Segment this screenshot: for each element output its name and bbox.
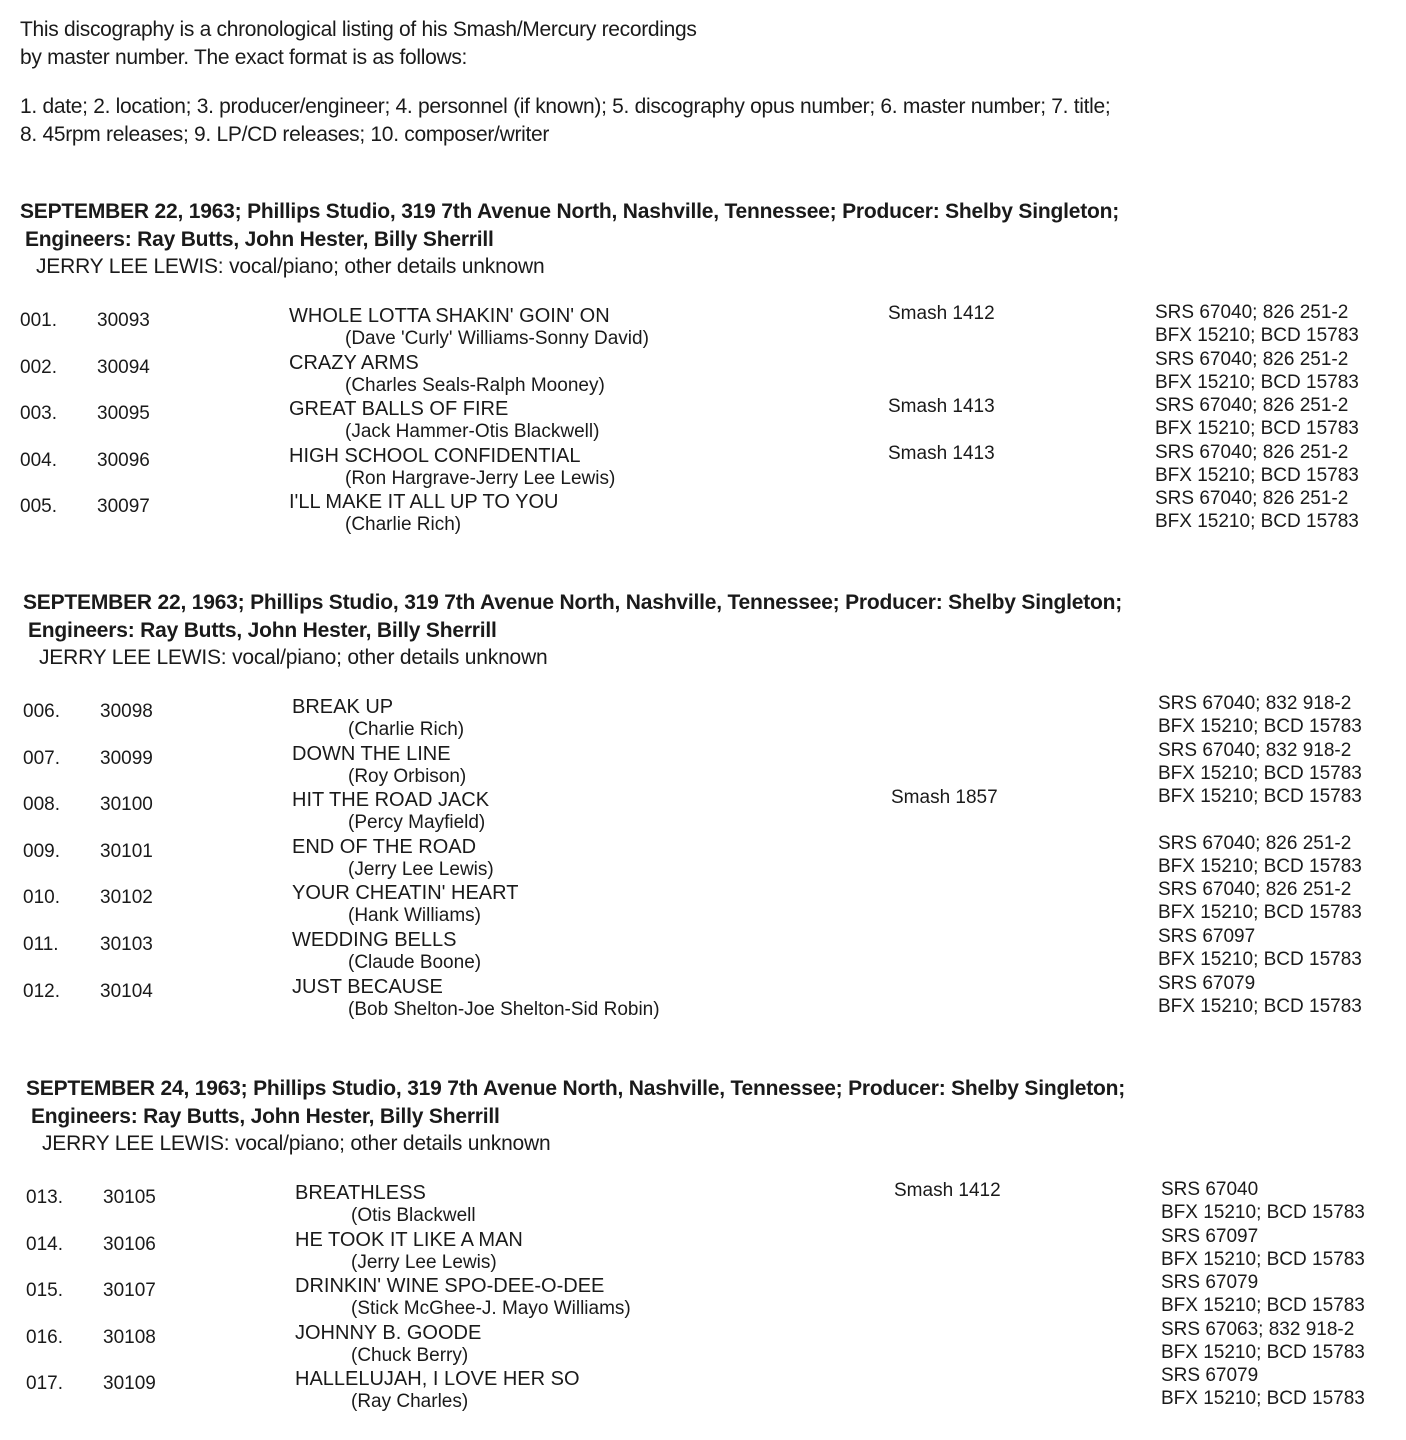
track-composer: (Ray Charles) <box>351 1391 469 1413</box>
track-composer: (Dave 'Curly' Williams-Sonny David) <box>345 328 649 349</box>
session-block <box>26 1075 1401 1412</box>
master-number: 30102 <box>100 887 153 909</box>
lp-cd-release: BFX 15210; BCD 15783 <box>1155 325 1359 346</box>
single-release: Smash 1413 <box>888 442 995 464</box>
lp-cd-release: BFX 15210; BCD 15783 <box>1155 511 1359 533</box>
session-personnel: JERRY LEE LEWIS: vocal/piano; other details unknown <box>42 1132 551 1155</box>
lp-cd-release: BFX 15210; BCD 15783 <box>1155 371 1359 393</box>
lp-cd-release: SRS 67040; 832 918-2 <box>1158 693 1352 714</box>
lp-cd-release: SRS 67040 <box>1161 1179 1259 1200</box>
single-release: Smash 1412 <box>894 1180 1001 1201</box>
track-composer: (Claude Boone) <box>348 951 482 973</box>
opus-number: 015. <box>26 1280 63 1302</box>
master-number: 30097 <box>97 496 150 518</box>
track-row <box>23 786 1398 833</box>
track-row <box>26 1179 1401 1226</box>
track-composer: (Charlie Rich) <box>345 514 462 536</box>
master-number: 30103 <box>100 933 153 955</box>
track-row <box>20 488 1395 535</box>
opus-number: 013. <box>26 1187 63 1208</box>
master-number: 30096 <box>97 449 150 471</box>
session-personnel: JERRY LEE LEWIS: vocal/piano; other details unknown <box>39 646 548 669</box>
lp-cd-release: BFX 15210; BCD 15783 <box>1158 948 1362 970</box>
master-number: 30094 <box>97 356 150 378</box>
track-title: END OF THE ROAD <box>292 835 477 858</box>
lp-cd-release: BFX 15210; BCD 15783 <box>1161 1388 1365 1410</box>
track-row <box>26 1226 1401 1273</box>
lp-cd-release: SRS 67063; 832 918-2 <box>1161 1318 1355 1340</box>
track-list <box>26 1179 1401 1412</box>
lp-cd-release: SRS 67040; 832 918-2 <box>1158 739 1352 761</box>
lp-cd-release: BFX 15210; BCD 15783 <box>1155 464 1359 486</box>
intro-line: by master number. The exact format is as follows: <box>20 46 468 69</box>
lp-cd-release: SRS 67040; 826 251-2 <box>1155 395 1349 417</box>
intro <box>20 16 1390 149</box>
lp-cd-release: BFX 15210; BCD 15783 <box>1161 1295 1365 1317</box>
track-title: WEDDING BELLS <box>292 928 457 951</box>
opus-number: 009. <box>23 840 60 862</box>
lp-cd-release: BFX 15210; BCD 15783 <box>1161 1341 1365 1363</box>
lp-cd-release: SRS 67040; 826 251-2 <box>1158 879 1352 901</box>
lp-cd-release: SRS 67040; 826 251-2 <box>1155 488 1349 510</box>
master-number: 30108 <box>103 1326 156 1348</box>
track-composer: (Hank Williams) <box>348 905 481 927</box>
track-title: HIT THE ROAD JACK <box>292 789 490 812</box>
single-release: Smash 1412 <box>888 303 995 324</box>
track-title: BREAK UP <box>292 696 394 718</box>
lp-cd-release: BFX 15210; BCD 15783 <box>1161 1248 1365 1270</box>
track-title: HIGH SCHOOL CONFIDENTIAL <box>289 444 581 467</box>
session-header: SEPTEMBER 22, 1963; Phillips Studio, 319 7th Avenue North, Nashville, Tennessee; Producer: Shelby Singleton; <box>20 200 1120 223</box>
session-block <box>23 589 1398 1019</box>
opus-number: 011. <box>23 933 59 955</box>
track-row <box>23 833 1398 880</box>
track-composer: (Charles Seals-Ralph Mooney) <box>345 374 605 396</box>
lp-cd-release: SRS 67040; 826 251-2 <box>1155 348 1349 370</box>
track-composer: (Jerry Lee Lewis) <box>351 1251 497 1273</box>
master-number: 30099 <box>100 747 153 769</box>
track-row <box>26 1272 1401 1319</box>
track-list <box>20 302 1395 535</box>
lp-cd-release: BFX 15210; BCD 15783 <box>1158 786 1362 808</box>
intro-line: This discography is a chronological listing of his Smash/Mercury recordings <box>20 18 697 41</box>
opus-number: 017. <box>26 1373 63 1395</box>
lp-cd-release: SRS 67079 <box>1161 1272 1259 1294</box>
session-block <box>20 198 1395 535</box>
lp-cd-release: SRS 67040; 826 251-2 <box>1155 302 1349 323</box>
session-engineers: Engineers: Ray Butts, John Hester, Billy Sherrill <box>25 228 494 251</box>
opus-number: 014. <box>26 1233 63 1255</box>
track-composer: (Jack Hammer-Otis Blackwell) <box>345 421 600 443</box>
lp-cd-release: BFX 15210; BCD 15783 <box>1158 716 1362 737</box>
track-title: DOWN THE LINE <box>292 742 451 765</box>
session-personnel: JERRY LEE LEWIS: vocal/piano; other details unknown <box>36 255 545 278</box>
track-title: I'LL MAKE IT ALL UP TO YOU <box>289 491 559 514</box>
track-title: HE TOOK IT LIKE A MAN <box>295 1228 523 1251</box>
track-composer: (Charlie Rich) <box>348 719 465 740</box>
session-header: SEPTEMBER 22, 1963; Phillips Studio, 319 7th Avenue North, Nashville, Tennessee; Producer: Shelby Singleton; <box>23 591 1123 614</box>
track-title: CRAZY ARMS <box>289 351 419 374</box>
format-line: 1. date; 2. location; 3. producer/engineer; 4. personnel (if known); 5. discography opus number; 6. master number; 7. title; <box>20 95 1111 118</box>
track-composer: (Roy Orbison) <box>348 765 467 787</box>
track-title: JUST BECAUSE <box>292 975 443 998</box>
master-number: 30109 <box>103 1373 156 1395</box>
session-engineers: Engineers: Ray Butts, John Hester, Billy Sherrill <box>28 619 497 642</box>
lp-cd-release: SRS 67097 <box>1161 1225 1259 1247</box>
track-title: BREATHLESS <box>295 1182 426 1204</box>
format-line: 8. 45rpm releases; 9. LP/CD releases; 10. composer/writer <box>20 123 550 146</box>
master-number: 30098 <box>100 701 153 722</box>
track-composer: (Chuck Berry) <box>351 1344 469 1366</box>
track-title: DRINKIN' WINE SPO-DEE-O-DEE <box>295 1275 605 1298</box>
single-release: Smash 1413 <box>888 396 995 418</box>
opus-number: 010. <box>23 887 60 909</box>
lp-cd-release: BFX 15210; BCD 15783 <box>1158 902 1362 924</box>
track-composer: (Stick McGhee-J. Mayo Williams) <box>351 1298 631 1320</box>
master-number: 30095 <box>97 403 150 425</box>
track-row <box>23 926 1398 973</box>
master-number: 30101 <box>100 840 153 862</box>
track-title: GREAT BALLS OF FIRE <box>289 398 509 421</box>
master-number: 30107 <box>103 1280 156 1302</box>
lp-cd-release: SRS 67079 <box>1161 1365 1259 1387</box>
opus-number: 005. <box>20 496 57 518</box>
lp-cd-release: SRS 67097 <box>1158 925 1256 947</box>
master-number: 30100 <box>100 794 153 816</box>
opus-number: 001. <box>20 310 57 331</box>
track-row <box>23 973 1398 1020</box>
lp-cd-release: SRS 67040; 826 251-2 <box>1158 832 1352 854</box>
opus-number: 016. <box>26 1326 63 1348</box>
track-row <box>26 1319 1401 1366</box>
track-row <box>23 740 1398 787</box>
lp-cd-release: BFX 15210; BCD 15783 <box>1158 855 1362 877</box>
opus-number: 007. <box>23 747 60 769</box>
track-row <box>23 879 1398 926</box>
track-composer: (Ron Hargrave-Jerry Lee Lewis) <box>345 467 616 489</box>
master-number: 30105 <box>103 1187 156 1208</box>
track-composer: (Percy Mayfield) <box>348 812 486 834</box>
track-row <box>20 302 1395 349</box>
opus-number: 002. <box>20 356 57 378</box>
master-number: 30106 <box>103 1233 156 1255</box>
opus-number: 003. <box>20 403 57 425</box>
lp-cd-release: BFX 15210; BCD 15783 <box>1155 418 1359 440</box>
lp-cd-release: SRS 67040; 826 251-2 <box>1155 441 1349 463</box>
opus-number: 008. <box>23 794 60 816</box>
lp-cd-release: BFX 15210; BCD 15783 <box>1158 995 1362 1017</box>
lp-cd-release: BFX 15210; BCD 15783 <box>1158 762 1362 784</box>
track-composer: (Bob Shelton-Joe Shelton-Sid Robin) <box>348 998 660 1020</box>
session-engineers: Engineers: Ray Butts, John Hester, Billy Sherrill <box>31 1105 500 1128</box>
track-list <box>23 693 1398 1019</box>
track-row <box>20 349 1395 396</box>
track-row <box>20 442 1395 489</box>
opus-number: 012. <box>23 980 60 1002</box>
track-title: HALLELUJAH, I LOVE HER SO <box>295 1368 580 1391</box>
opus-number: 004. <box>20 449 57 471</box>
track-row <box>26 1365 1401 1412</box>
opus-number: 006. <box>23 701 60 722</box>
track-row <box>23 693 1398 740</box>
track-title: WHOLE LOTTA SHAKIN' GOIN' ON <box>289 305 610 327</box>
track-title: YOUR CHEATIN' HEART <box>292 882 519 905</box>
master-number: 30093 <box>97 310 150 331</box>
track-row <box>20 395 1395 442</box>
lp-cd-release: BFX 15210; BCD 15783 <box>1161 1202 1365 1223</box>
track-composer: (Otis Blackwell <box>351 1205 476 1226</box>
lp-cd-release: SRS 67079 <box>1158 972 1256 994</box>
session-header: SEPTEMBER 24, 1963; Phillips Studio, 319 7th Avenue North, Nashville, Tennessee; Producer: Shelby Singleton; <box>26 1077 1126 1100</box>
track-composer: (Jerry Lee Lewis) <box>348 858 494 880</box>
master-number: 30104 <box>100 980 153 1002</box>
track-title: JOHNNY B. GOODE <box>295 1321 482 1344</box>
single-release: Smash 1857 <box>891 787 998 809</box>
